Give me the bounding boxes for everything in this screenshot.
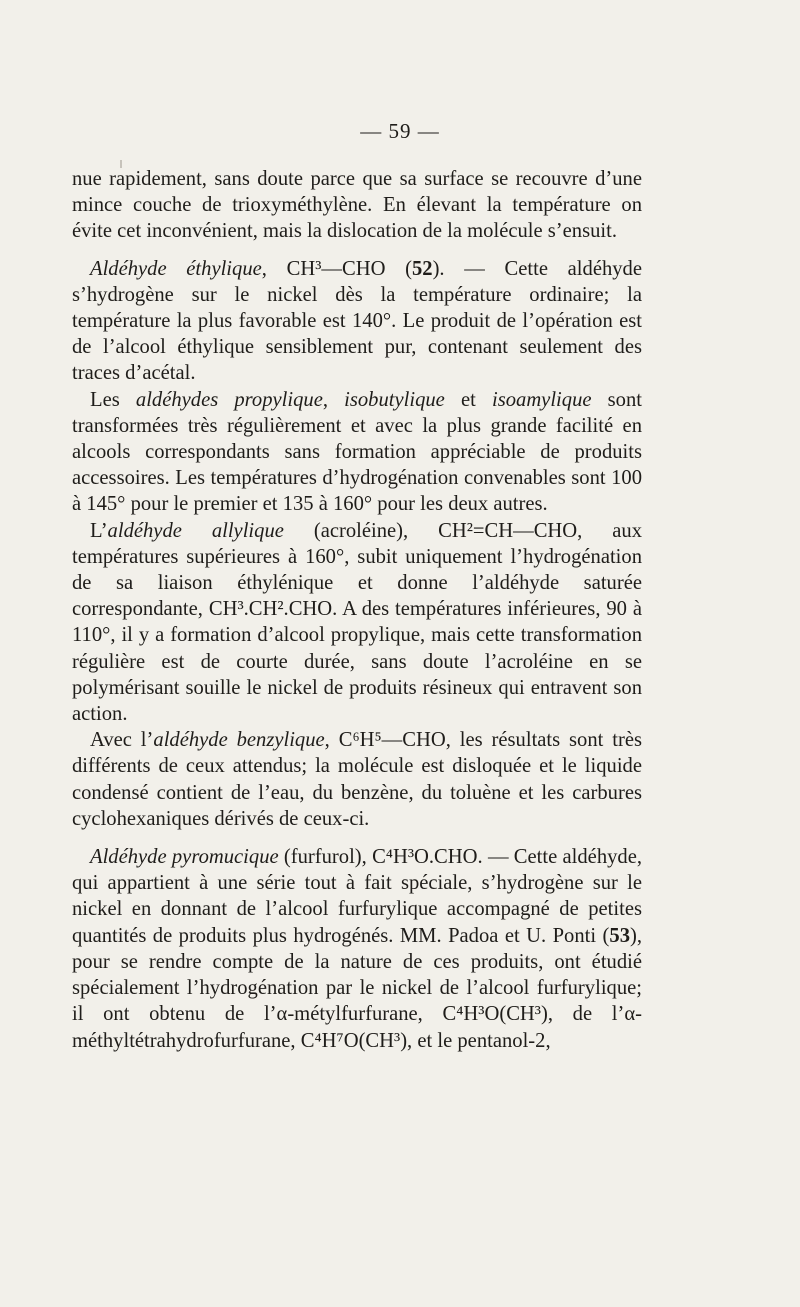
- paragraph: [72, 387, 642, 518]
- paragraph-text: sont transformées très régulièrement et avec la plus grande facilité en alcools correspondants sans formation appréciable de produits accessoires. Les températures d’hydrogénation convenables sont 100 à 145° pour le premier et 135 à 160° pour les deux autres.: [72, 388, 642, 516]
- reference-number: 52: [411, 257, 433, 280]
- term-benzylic-aldehyde: aldéhyde benzylique: [153, 729, 325, 752]
- page-number: — 59 —: [360, 119, 440, 143]
- term-propylic-aldehydes: aldéhydes propylique: [135, 388, 323, 411]
- paragraph-text: Les: [90, 388, 136, 411]
- reference-number: 53: [609, 924, 630, 947]
- paragraph-text: (furfurol), C⁴H³O.CHO. — Cette aldéhyde, qui appartient à une série tout à fait spéciale, s’hydrogène sur le nickel en donnant de l’alcool furfurylique accompagné de petites quantités de produits plus hydrogénés. MM. Padoa et U. Ponti (: [72, 846, 643, 947]
- term-allylic-aldehyde: aldéhyde allylique: [107, 519, 284, 542]
- term-pyromucic-aldehyde: Aldéhyde pyromucique: [90, 846, 279, 869]
- term-ethyl-aldehyde: Aldéhyde éthylique: [90, 257, 262, 280]
- paragraph: [72, 518, 642, 728]
- paragraph-1-text: nue rapidement, sans doute parce que sa surface se recouvre d’une mince couche de trioxyméthylène. En élevant la température on évite cet inconvénient, mais la dislocation de la molécule s’ensuit.: [72, 168, 642, 243]
- paragraph-text: ). — Cette aldéhyde s’hydrogène sur le nickel dès la température ordinaire; la température la plus favorable est 140°. Le produit de l’opération est de l’alcool éthylique sensiblement pur, contenant seulement des traces d’acétal.: [72, 257, 642, 385]
- paragraph-text: ), pour se rendre compte de la nature de ces produits, ont étudié spécialement l’hydrogénation par le nickel de l’alcool furfurylique; il ont obtenu de l’α-métylfurfurane, C⁴H³O(CH³), de l’α-méthyltétrahydrofurfurane, C⁴H⁷O(CH³), et le pentanol-2,: [72, 924, 642, 1052]
- paragraph-text: , C⁶H⁵—CHO, les résultats sont très différents de ceux attendus; la molécule est disloquée et le liquide condensé contient de l’eau, du benzène, du toluène et les carbures cyclohexaniques dérivés de ceux-ci.: [72, 729, 642, 830]
- paragraph-text: (acroléine), CH²=CH—CHO, aux températures supérieures à 160°, subit uniquement l’hydrogénation de sa liaison éthylénique et donne l’aldéhyde saturée correspondante, CH³.CH².CHO. A des températures inférieures, 90 à 110°, il y a formation d’alcool propylique, mais cette transformation régulière est de courte durée, sans doute l’acroléine en se polymérisant souille le nickel de produits résineux qui entravent son action.: [72, 519, 642, 726]
- paragraph: [72, 256, 642, 387]
- term-isoamylic: isoamylique: [491, 388, 592, 411]
- body-text: [72, 166, 642, 1054]
- paragraph-text: ,: [322, 388, 345, 411]
- paragraph: [72, 844, 642, 1054]
- paragraph: [72, 727, 642, 832]
- paragraph-text: L’: [90, 519, 108, 542]
- formula-text: , CH³—CHO (: [261, 257, 412, 280]
- term-isobutylic: isobutylique: [344, 388, 445, 411]
- paragraph: [72, 166, 642, 245]
- paragraph-text: Avec l’: [90, 729, 154, 752]
- paragraph-text: et: [444, 388, 492, 411]
